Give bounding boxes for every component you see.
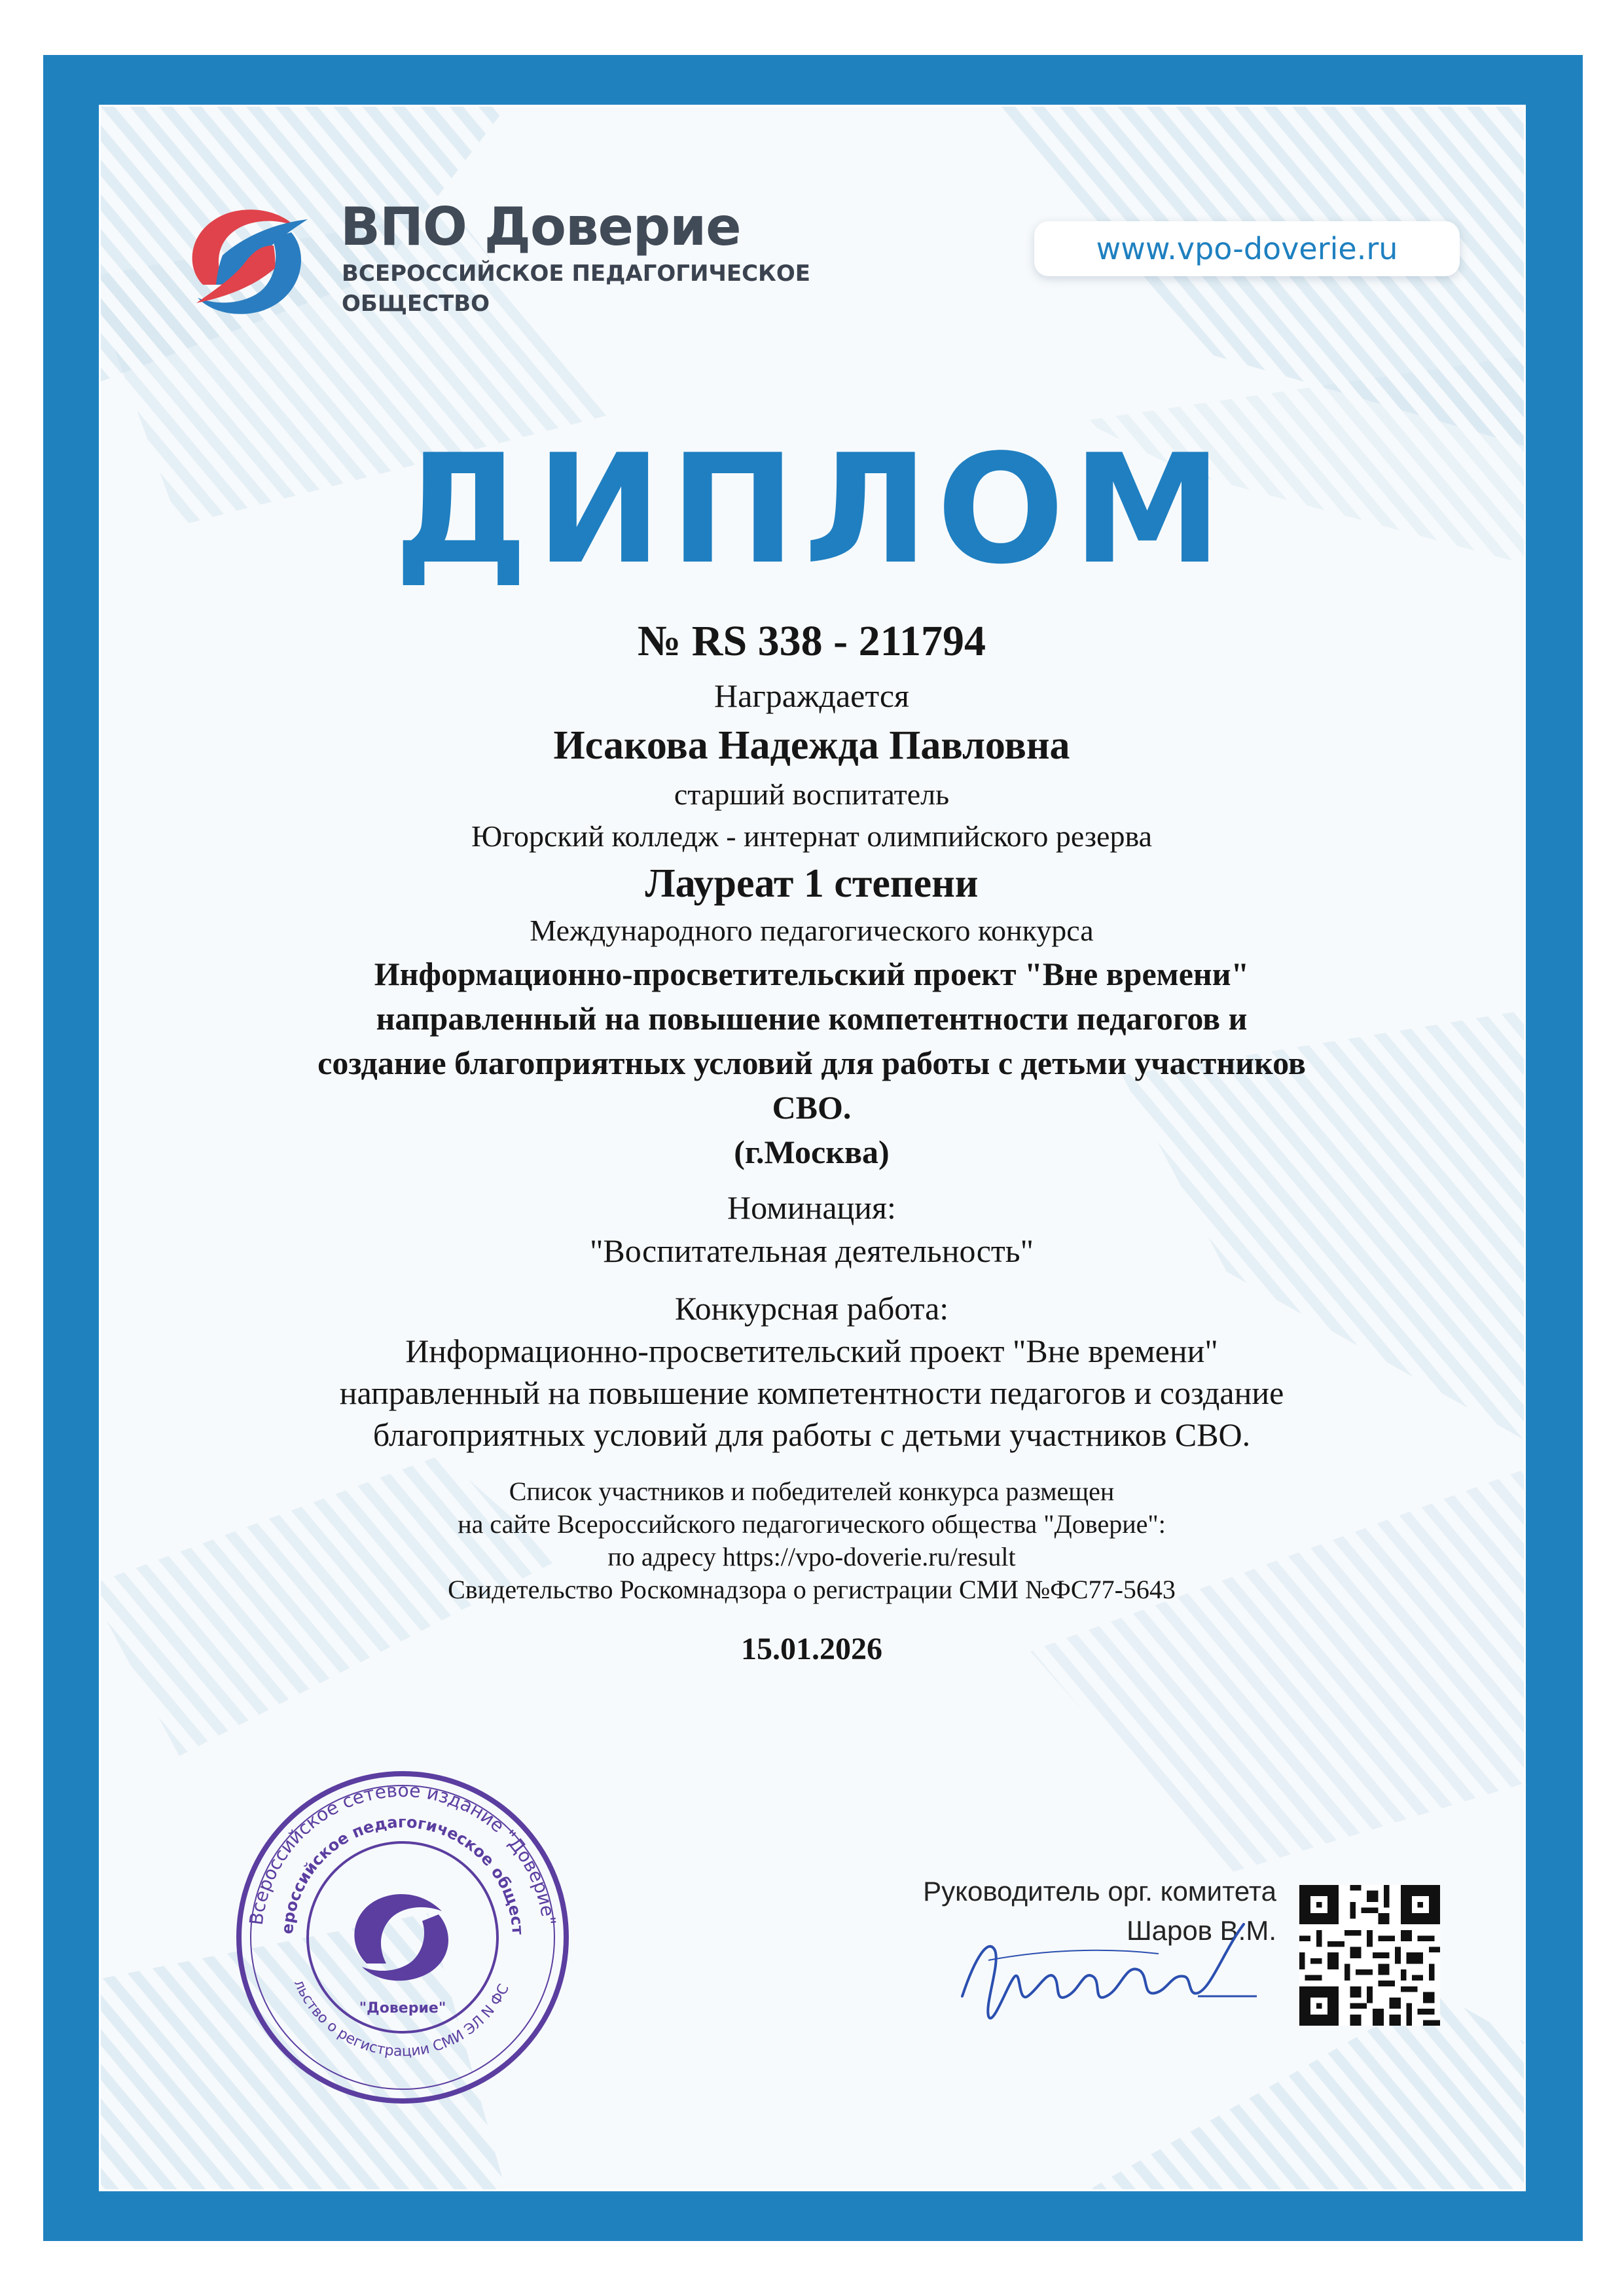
project-line: СВО. [772, 1089, 852, 1126]
issue-date: 15.01.2026 [741, 1632, 882, 1666]
qr-code[interactable] [1299, 1885, 1440, 2026]
brand-subtitle [342, 259, 810, 319]
project-line: создание благоприятных условий для работы с детьми участников [317, 1045, 1306, 1081]
recipient-name: Исакова Надежда Павловна [553, 723, 1070, 768]
website-link[interactable]: www.vpo-doverie.ru [1034, 221, 1460, 276]
registration-line: Свидетельство Роскомнадзора о регистрации СМИ №ФС77-5643 [448, 1575, 1176, 1604]
work-line: благоприятных условий для работы с детьми участников СВО. [372, 1416, 1251, 1453]
logo-icon [177, 193, 321, 331]
stamp-inner-text: ероссийское педагогическое общест [278, 1812, 528, 1935]
nomination-label: Номинация: [727, 1189, 896, 1226]
results-line: Список участников и победителей конкурса размещен [509, 1477, 1115, 1506]
diploma-body [216, 609, 1407, 1669]
project-line: Информационно-просветительский проект "Вне времени" [374, 956, 1250, 992]
stamp-emblem-icon [354, 1894, 448, 1981]
official-stamp [232, 1767, 573, 2108]
awarded-label: Награждается [713, 677, 910, 714]
brand-logo [177, 193, 851, 331]
stamp-bottom-text: льство о регистрации СМИ ЭЛ N ФС [290, 1977, 513, 2060]
results-line: на сайте Всероссийского педагогического общества "Доверие": [458, 1509, 1166, 1539]
brand-subtitle-line: ВСЕРОССИЙСКОЕ ПЕДАГОГИЧЕСКОЕ [342, 260, 810, 287]
results-url-line[interactable]: по адресу https://vpo-doverie.ru/result [607, 1542, 1016, 1571]
project-line: направленный на повышение компетентности педагогов и [376, 1000, 1248, 1037]
brand-name: ВПО Доверие [340, 196, 741, 257]
award-degree: Лауреат 1 степени [645, 861, 979, 906]
page-title: ДИПЛОМ [393, 423, 1231, 598]
results-info [216, 1475, 1407, 1606]
stamp-outer-text: Всероссийское сетевое издание "Доверие" [245, 1779, 560, 1927]
recipient-organization: Югорский колледж - интернат олимпийского резерва [471, 819, 1152, 853]
work-line: направленный на повышение компетентности педагогов и создание [339, 1374, 1284, 1411]
brand-subtitle-line: ОБЩЕСТВО [342, 291, 490, 317]
stamp-center-label: "Доверие" [359, 2000, 446, 2017]
project-line: (г.Москва) [734, 1134, 890, 1170]
contest-name: Международного педагогического конкурса [530, 914, 1094, 947]
work-line: Информационно-просветительский проект "Вне времени" [405, 1333, 1218, 1369]
diploma-number: № RS 338 - 211794 [637, 617, 986, 665]
recipient-position: старший воспитатель [674, 778, 950, 811]
nomination-value: "Воспитательная деятельность" [589, 1232, 1034, 1269]
signature-name: Шаров В.М. [1127, 1915, 1276, 1946]
work-label: Конкурсная работа: [674, 1290, 949, 1327]
signature-role: Руководитель орг. комитета [923, 1876, 1276, 1907]
handwritten-signature [949, 1898, 1303, 2049]
